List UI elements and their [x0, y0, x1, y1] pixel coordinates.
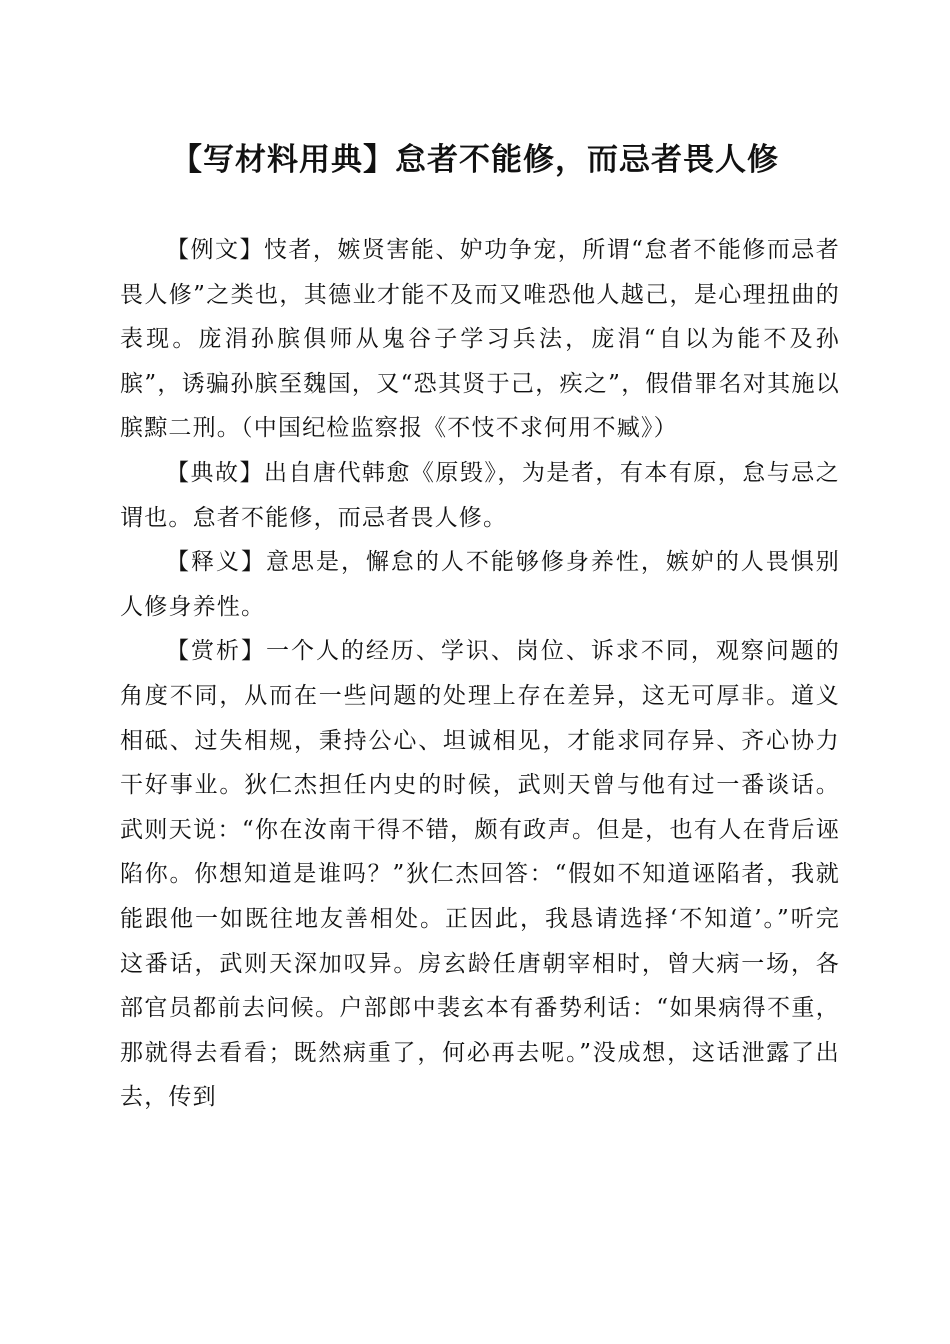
page-title: 【写材料用典】怠者不能修，而忌者畏人修 — [171, 142, 779, 178]
paragraph-text: 一个人的经历、学识、岗位、诉求不同，观察问题的角度不同，从而在一些问题的处理上存在差异，这无可厚非。道义相砥、过失相规，秉持公心、坦诚相见，才能求同存异、齐心协力干好事业。狄仁杰担任内史的时候，武则天曾与他有过一番谈话。武则天说：“你在汝南干得不错，颇有政声。但是，也有人在背后诬陷你。你想知道是谁吗？”狄仁杰回答：“假如不知道诬陷者，我就能跟他一如既往地友善相处。正因此，我恳请选择‘不知道’。”听完这番话，武则天深加叹异。房玄龄任唐朝宰相时，曾大病一场，各部官员都前去问候。户部郎中裴玄本有番势利话：“如果病得不重，那就得去看看；既然病重了，何必再去呢。”没成想，这话泄露了出去，传到 — [120, 638, 840, 1111]
paragraph-text: 出自唐代韩愈《原毁》，为是者，有本有原，怠与忌之谓也。怠者不能修，而忌者畏人修。 — [120, 459, 840, 531]
paragraph-example — [120, 228, 840, 451]
paragraph-text: 意思是，懈怠的人不能够修身养性，嫉妒的人畏惧别人修身养性。 — [120, 549, 840, 620]
paragraph-tag: 【典故】 — [166, 459, 264, 486]
paragraph-allusion — [120, 451, 840, 540]
paragraph-tag: 【释义】 — [166, 549, 266, 576]
document-body — [120, 228, 840, 1120]
paragraph-interpretation — [120, 540, 840, 629]
paragraph-tag: 【赏析】 — [166, 638, 266, 665]
paragraph-text: 忮者，嫉贤害能、妒功争宠，所谓“怠者不能修而忌者畏人修”之类也，其德业才能不及而又唯恐他人越己，是心理扭曲的表现。庞涓孙膑俱师从鬼谷子学习兵法，庞涓“自以为能不及孙膑”，诱骗孙膑至魏国，又“恐其贤于己，疾之”，假借罪名对其施以膑黥二刑。（中国纪检监察报《不忮不求何用不臧》） — [120, 237, 840, 442]
paragraph-appreciation — [120, 629, 840, 1120]
paragraph-tag: 【例文】 — [166, 237, 264, 263]
